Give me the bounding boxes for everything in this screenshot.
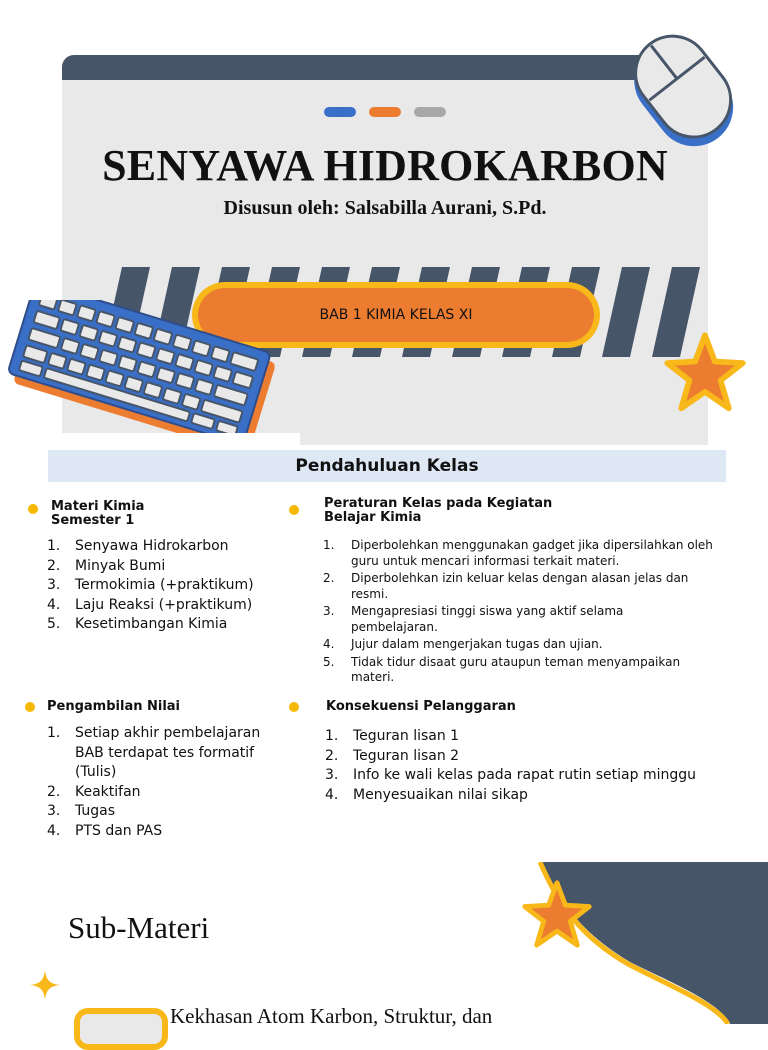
window-dot-gray — [414, 107, 446, 117]
star-icon — [522, 880, 592, 950]
nilai-heading: Pengambilan Nilai — [47, 699, 181, 714]
intro-banner: Pendahuluan Kelas — [48, 450, 726, 482]
bullet-icon — [289, 505, 299, 515]
list-item: 3. Termokimia (+praktikum) — [47, 577, 254, 593]
list-item: 2. Teguran lisan 2 — [325, 747, 460, 764]
sparkle-icon — [30, 970, 60, 1000]
list-item: 4. PTS dan PAS — [47, 822, 163, 839]
peraturan-list — [323, 538, 713, 686]
bullet-icon — [289, 702, 299, 712]
bullet-icon — [25, 702, 35, 712]
list-item: 1. Setiap akhir pembelajaran BAB terdapat tes formatif (Tulis) — [47, 725, 261, 780]
list-item: 3. Mengapresiasi tinggi siswa yang aktif selama pembelajaran. — [323, 604, 624, 634]
window-dot-blue — [324, 107, 356, 117]
star-icon — [664, 332, 746, 414]
materi-list — [47, 537, 287, 635]
sub-item-marker — [74, 1008, 168, 1050]
list-item: 3. Info ke wali kelas pada rapat rutin setiap minggu — [325, 767, 697, 783]
list-item: 2. Keaktifan — [47, 783, 141, 800]
list-item: 2. Diperbolehkan izin keluar kelas dengan alasan jelas dan resmi. — [323, 571, 689, 601]
list-item: 4. Laju Reaksi (+praktikum) — [47, 596, 253, 613]
list-item: 1. Diperbolehkan menggunakan gadget jika dipersilahkan oleh guru untuk mencari informasi terkait materi. — [323, 538, 713, 568]
konsekuensi-heading: Konsekuensi Pelanggaran — [326, 699, 516, 714]
sub-materi-item: Kekhasan Atom Karbon, Struktur, dan — [170, 1004, 493, 1028]
list-item: 4. Jujur dalam mengerjakan tugas dan ujian. — [323, 637, 603, 651]
list-item: 1. Senyawa Hidrokarbon — [47, 538, 229, 554]
sub-materi-title: Sub-Materi — [68, 910, 210, 945]
cover-title: SENYAWA HIDROKARBON — [102, 141, 668, 190]
cover-author: Disusun oleh: Salsabilla Aurani, S.Pd. — [223, 197, 547, 219]
mouse-icon — [612, 30, 752, 150]
bullet-icon — [28, 504, 38, 514]
chapter-badge: BAB 1 KIMIA KELAS XI — [198, 288, 594, 342]
list-item: 2. Minyak Bumi — [47, 557, 166, 574]
list-item: 1. Teguran lisan 1 — [325, 728, 460, 744]
list-item: 5. Tidak tidur disaat guru ataupun teman menyampaikan materi. — [323, 654, 681, 684]
keyboard-icon — [0, 300, 280, 440]
materi-heading: Materi Kimia Semester 1 — [51, 499, 145, 528]
window-dot-orange — [369, 107, 401, 117]
list-item: 3. Tugas — [47, 803, 116, 819]
konsekuensi-list — [325, 727, 725, 805]
peraturan-heading: Peraturan Kelas pada Kegiatan Belajar Kimia — [324, 496, 553, 525]
section-divider — [0, 433, 300, 447]
list-item: 4. Menyesuaikan nilai sikap — [325, 786, 528, 803]
list-item: 5. Kesetimbangan Kimia — [47, 616, 228, 632]
nilai-list — [47, 724, 277, 841]
